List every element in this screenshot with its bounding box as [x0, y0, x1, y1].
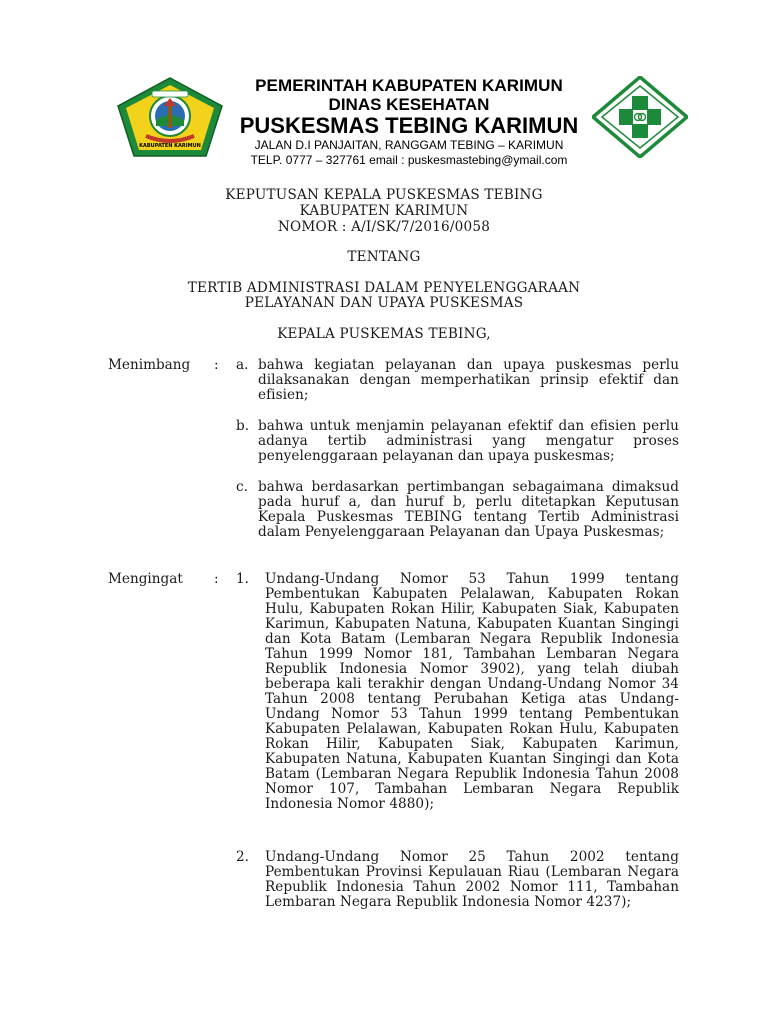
menimbang-colon: : — [214, 357, 219, 373]
menimbang-label: Menimbang — [108, 357, 191, 373]
svg-text:KABUPATEN KARIMUN: KABUPATEN KARIMUN — [139, 143, 201, 149]
kabupaten-karimun-emblem — [116, 76, 224, 158]
menimbang-marker-c: c. — [236, 479, 248, 495]
letterhead-government: PEMERINTAH KABUPATEN KARIMUN — [255, 76, 563, 95]
decree-about: TENTANG — [347, 249, 421, 265]
letterhead-address: JALAN D.I PANJAITAN, RANGGAM TEBING – KARIMUN — [254, 138, 564, 152]
decree-subject-line-2: PELAYANAN DAN UPAYA PUSKESMAS — [244, 295, 524, 311]
mengingat-item-2: Undang-Undang Nomor 25 Tahun 2002 tentang Pembentukan Provinsi Kepulauan Riau (Lembaran Negara Republik Indonesia Tahun 2002 Nomor 111, Tambahan Lembaran Negara Republik Indonesia Nomor 4237); — [265, 849, 679, 910]
decree-region: KABUPATEN KARIMUN — [299, 203, 469, 219]
mengingat-item-1: Undang-Undang Nomor 53 Tahun 1999 tentang Pembentukan Kabupaten Pelalawan, Kabupaten Rokan Hulu, Kabupaten Rokan Hilir, Kabupaten Siak, Kabupaten Karimun, Kabupaten Natuna, Kabupaten Kuantan Singingi dan Kota Batam (Lembaran Negara Republik Indonesia Tahun 1999 Nomor 181, Tambahan Lembaran Negara Republik Indonesia Nomor 3902), yang telah diubah beberapa kali terakhir dengan Undang-Undang Nomor 34 Tahun 2008 tentang Perubahan Ketiga atas Undang-Undang Nomor 53 Tahun 1999 tentang Pembentukan Kabupaten Pelalawan, Kabupaten Rokan Hulu, Kabupaten Rokan Hilir, Kabupaten Siak, Kabupaten Karimun, Kabupaten Natuna, Kabupaten Kuantan Singingi dan Kota Batam (Lembaran Negara Republik Indonesia Tahun 2008 Nomor 107, Tambahan Lembaran Negara Republik Indonesia Nomor 4880); — [265, 571, 679, 812]
decree-number: NOMOR : A/I/SK/7/2016/0058 — [277, 219, 491, 235]
menimbang-item-b: bahwa untuk menjamin pelayanan efektif dan efisien perlu adanya tertib administrasi yang mengatur proses penyelenggaraan pelayanan dan upaya puskesmas; — [258, 418, 679, 464]
menimbang-marker-b: b. — [236, 418, 250, 434]
decree-authority: KEPALA PUSKEMAS TEBING, — [277, 326, 491, 342]
mengingat-label: Mengingat — [108, 571, 183, 587]
decree-subject-line-1: TERTIB ADMINISTRASI DALAM PENYELENGGARAAN — [187, 280, 581, 296]
letterhead-contact: TELP. 0777 – 327761 email : puskesmastebing@ymail.com — [250, 153, 568, 167]
letterhead — [226, 76, 592, 168]
puskesmas-cross-emblem — [592, 76, 688, 158]
mengingat-colon: : — [214, 571, 219, 587]
menimbang-marker-a: a. — [236, 357, 249, 373]
menimbang-item-a: bahwa kegiatan pelayanan dan upaya puskesmas perlu dilaksanakan dengan memperhatikan prinsip efektif dan efisien; — [258, 357, 679, 403]
letterhead-puskesmas: PUSKESMAS TEBING KARIMUN — [239, 113, 579, 138]
decree-title: KEPUTUSAN KEPALA PUSKESMAS TEBING — [225, 187, 543, 203]
mengingat-marker-2: 2. — [236, 849, 249, 865]
mengingat-marker-1: 1. — [236, 571, 249, 587]
menimbang-item-c: bahwa berdasarkan pertimbangan sebagaimana dimaksud pada huruf a, dan huruf b, perlu ditetapkan Keputusan Kepala Puskesmas TEBING tentang Tertib Administrasi dalam Penyelenggaraan Pelayanan dan Upaya Puskesmas; — [258, 479, 679, 540]
letterhead-department: DINAS KESEHATAN — [328, 95, 490, 114]
